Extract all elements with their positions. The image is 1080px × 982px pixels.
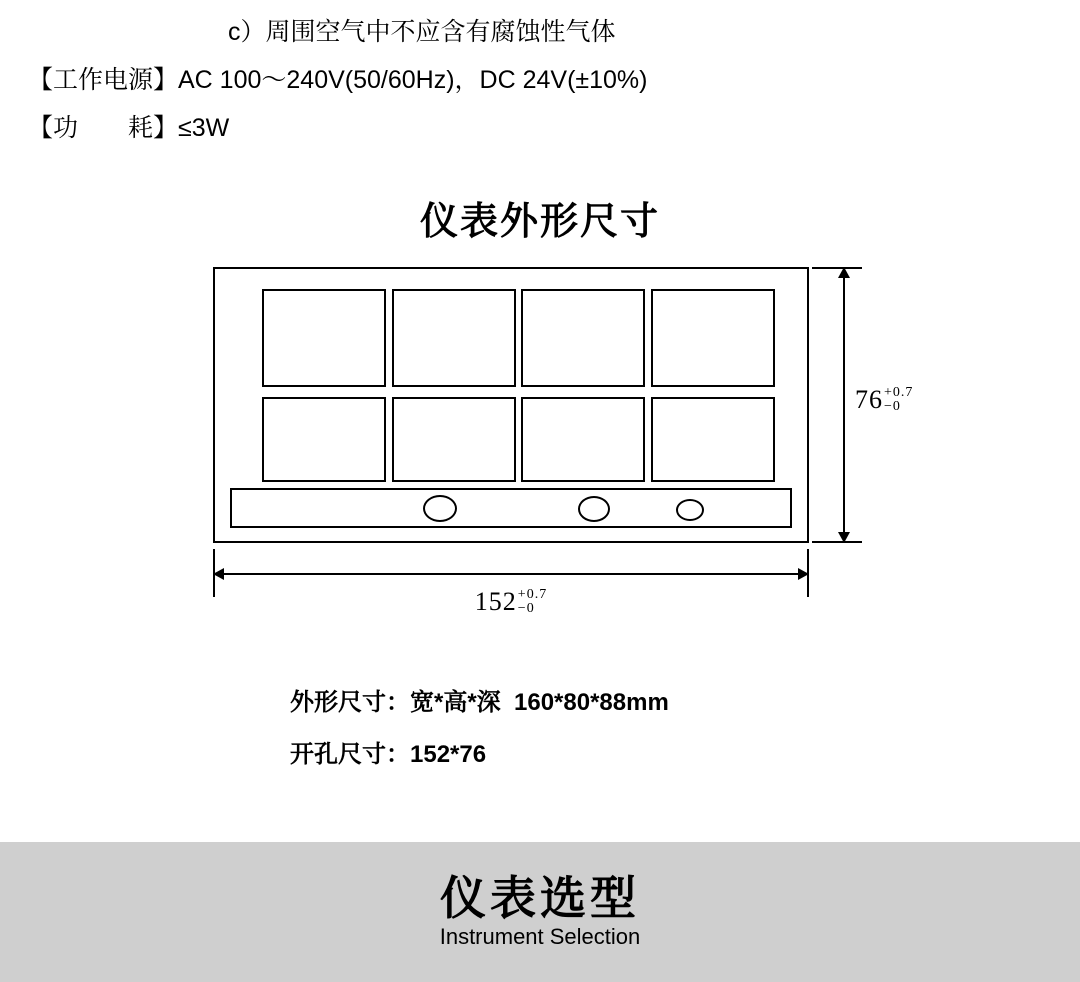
drawing-title: 仪表外形尺寸 [419, 201, 660, 243]
width-dimension-line [213, 573, 809, 575]
height-arrow-up-icon [838, 267, 850, 278]
height-extension-line-top [812, 267, 862, 269]
cutout-dimensions-line: 开孔尺寸：152*76 [290, 741, 487, 768]
spec-line-power-consumption: 【功 耗】≤3W [28, 114, 230, 142]
footer-title-en: Instrument Selection [439, 924, 641, 950]
outline-dimensions-line: 外形尺寸：宽*高*深 160*80*88mm [290, 689, 669, 716]
display-box-7 [521, 397, 645, 482]
button-circle-1 [423, 495, 457, 522]
height-extension-line-bottom [812, 541, 862, 543]
button-circle-3 [676, 499, 704, 521]
display-box-3 [521, 289, 645, 387]
spec-line-power-supply: 【工作电源】AC 100～240V(50/60Hz)，DC 24V(±10%) [28, 66, 648, 94]
instrument-outline-drawing [0, 267, 1080, 667]
display-box-4 [651, 289, 775, 387]
width-value: 152 [474, 587, 517, 616]
display-box-1 [262, 289, 386, 387]
height-tolerance [884, 386, 913, 414]
width-tolerance-upper: +0.7 [517, 587, 548, 602]
specification-block [0, 0, 1080, 152]
button-bar [230, 488, 792, 528]
height-dimension-line [843, 267, 845, 543]
height-dimension-label [855, 385, 913, 415]
footer-banner [0, 839, 1080, 982]
height-tolerance-upper: +0.7 [884, 385, 914, 400]
display-box-5 [262, 397, 386, 482]
height-value: 76 [855, 385, 883, 414]
height-arrow-down-icon [838, 532, 850, 543]
footer-title-cn: 仪表选型 [440, 871, 640, 924]
button-circle-2 [578, 496, 610, 522]
display-box-8 [651, 397, 775, 482]
width-tolerance [518, 588, 547, 616]
width-tolerance-lower: −0 [517, 601, 535, 616]
width-arrow-left-icon [213, 568, 224, 580]
width-arrow-right-icon [798, 568, 809, 580]
dimensions-text-block [0, 677, 1080, 781]
height-tolerance-lower: −0 [884, 399, 901, 414]
display-box-6 [392, 397, 516, 482]
width-dimension-label [0, 587, 1022, 617]
spec-line-air-quality: c）周围空气中不应含有腐蚀性气体 [228, 18, 616, 46]
display-box-2 [392, 289, 516, 387]
